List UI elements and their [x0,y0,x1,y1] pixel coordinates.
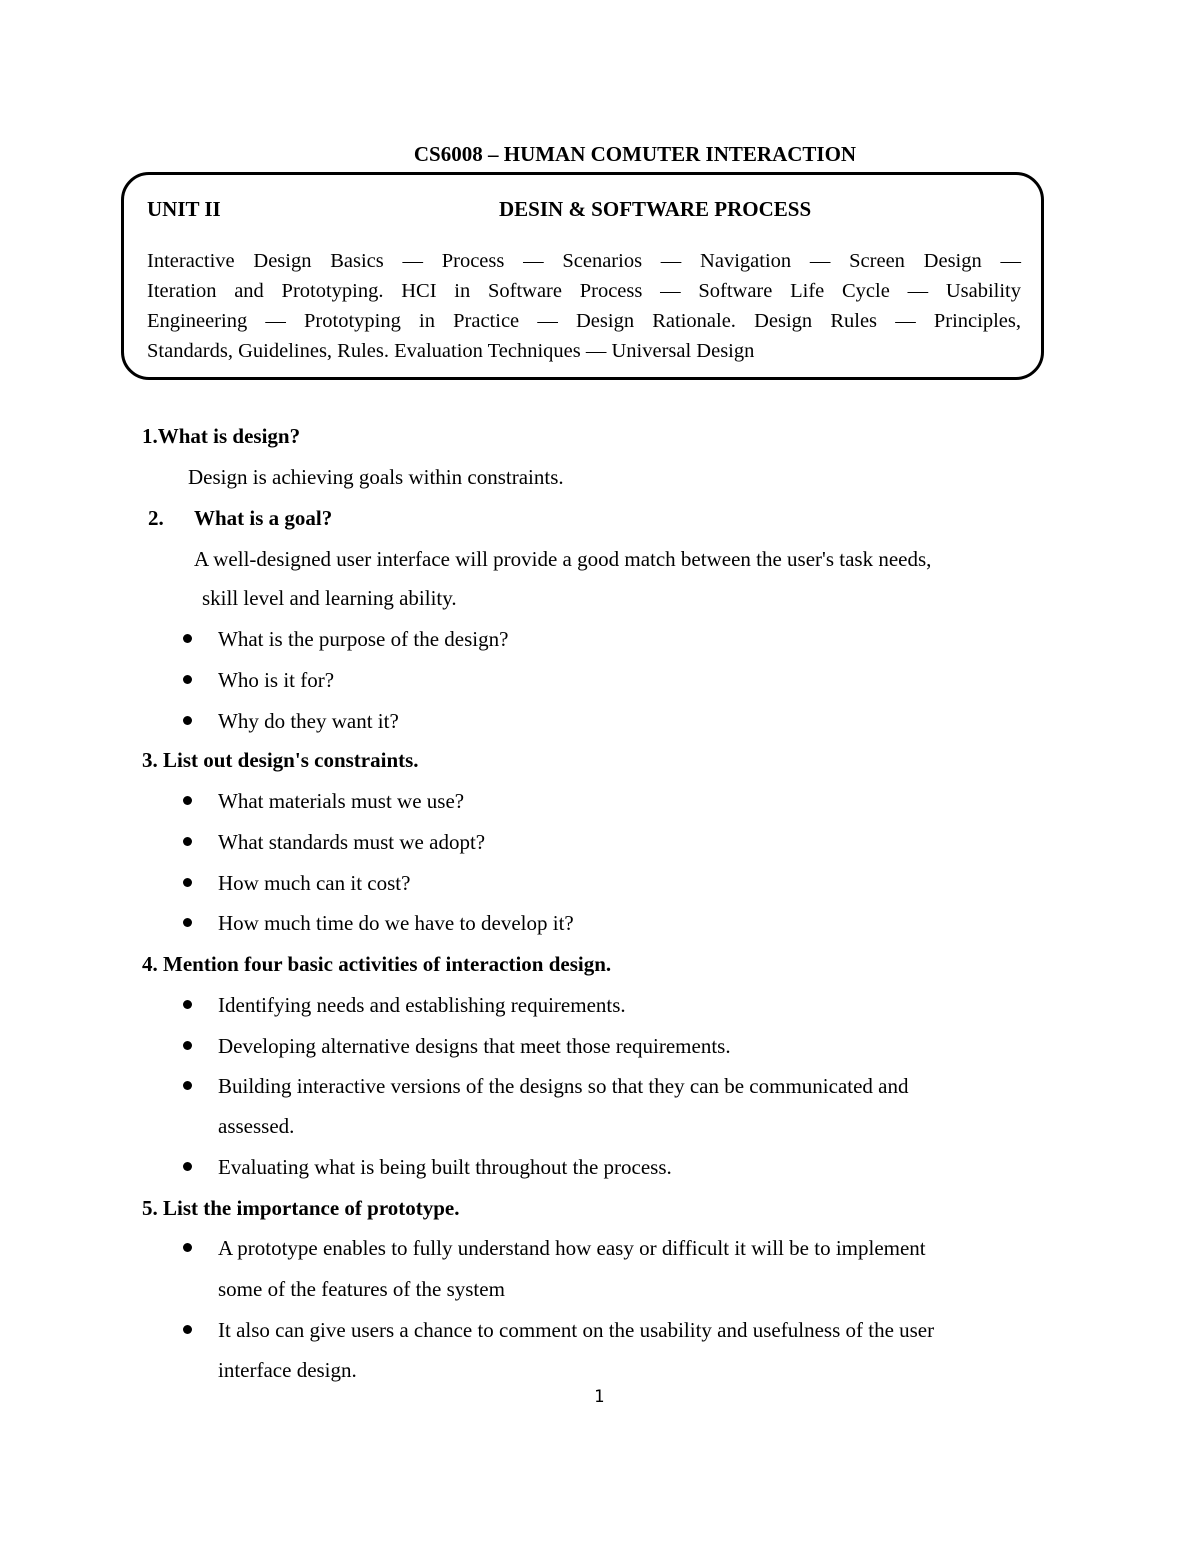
question-heading: 1.What is design? [142,424,301,448]
bullet-icon [183,796,192,805]
list-item: Evaluating what is being built throughout the process. [218,1155,672,1179]
list-item: A prototype enables to fully understand how easy or difficult it will be to implement [218,1236,926,1260]
bullet-icon [183,634,192,643]
syllabus-line: Standards, Guidelines, Rules. Evaluation Techniques — Universal Design [147,340,755,362]
bullet-icon [183,918,192,927]
syllabus-line: Engineering — Prototyping in Practice — Design Rationale. Design Rules — Principles, [147,310,1021,332]
answer-text: Design is achieving goals within constraints. [188,465,564,489]
list-item: Developing alternative designs that meet those requirements. [218,1034,731,1058]
bullet-icon [183,1243,192,1252]
page-number: 1 [594,1387,605,1407]
unit-label: UNIT II [147,197,221,221]
list-item: How much can it cost? [218,871,411,895]
question-number: 2. [148,506,164,530]
bullet-icon [183,1081,192,1090]
list-item-continuation: some of the features of the system [218,1277,505,1301]
bullet-icon [183,1041,192,1050]
list-item: Building interactive versions of the designs so that they can be communicated and [218,1074,909,1098]
list-item-continuation: assessed. [218,1114,295,1138]
question-heading: What is a goal? [194,506,333,530]
answer-text: skill level and learning ability. [202,586,457,610]
list-item: Why do they want it? [218,709,399,733]
question-heading: 4. Mention four basic activities of interaction design. [142,952,612,976]
syllabus-line: Interactive Design Basics — Process — Scenarios — Navigation — Screen Design — [147,250,1021,272]
list-item: How much time do we have to develop it? [218,911,574,935]
bullet-icon [183,1000,192,1009]
list-item: What is the purpose of the design? [218,627,509,651]
unit-title: DESIN & SOFTWARE PROCESS [499,197,812,221]
list-item: What materials must we use? [218,789,465,813]
unit-syllabus [147,246,1021,366]
answer-text: A well-designed user interface will provide a good match between the user's task needs, [194,547,932,571]
list-item-continuation: interface design. [218,1358,357,1382]
bullet-icon [183,716,192,725]
bullet-icon [183,1162,192,1171]
bullet-icon [183,837,192,846]
list-item: What standards must we adopt? [218,830,486,854]
document-title: CS6008 – HUMAN COMUTER INTERACTION [413,142,857,166]
list-item: It also can give users a chance to comment on the usability and usefulness of the user [218,1318,935,1342]
list-item: Who is it for? [218,668,335,692]
bullet-icon [183,878,192,887]
question-heading: 5. List the importance of prototype. [142,1196,460,1220]
bullet-icon [183,675,192,684]
syllabus-line: Iteration and Prototyping. HCI in Software Process — Software Life Cycle — Usability [147,280,1021,302]
question-heading: 3. List out design's constraints. [142,748,419,772]
list-item: Identifying needs and establishing requirements. [218,993,626,1017]
bullet-icon [183,1325,192,1334]
